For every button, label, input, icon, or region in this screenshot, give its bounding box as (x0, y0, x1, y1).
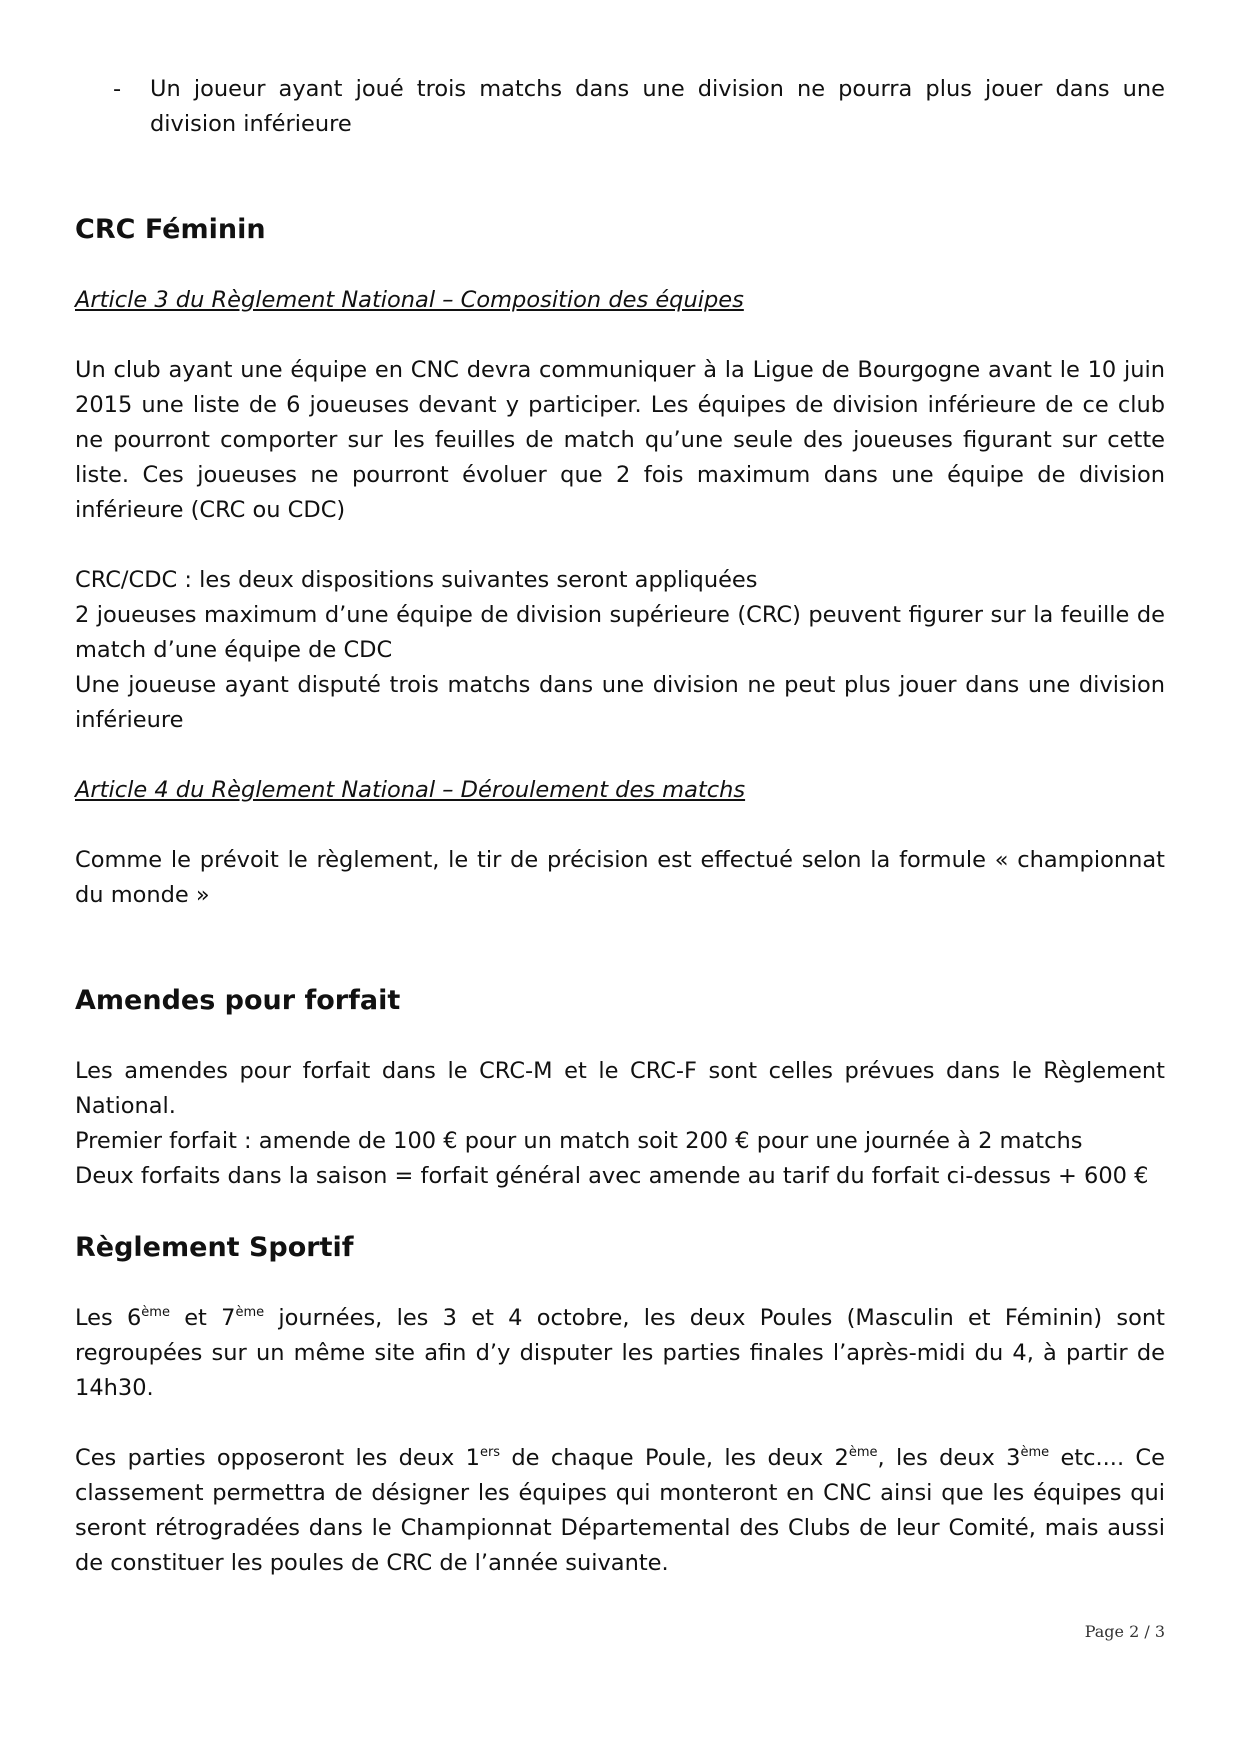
amendes-line-1: Les amendes pour forfait dans le CRC-M et le CRC-F sont celles prévues dans le Règlement National. (75, 1058, 1165, 1119)
reglement-sportif-paragraph-1: Les 6ème et 7ème journées, les 3 et 4 octobre, les deux Poules (Masculin et Féminin) sont regroupées sur un même site afin d’y disputer les parties finales l’après-midi du 4, à partir de 14h30. (75, 1305, 1165, 1401)
intro-bullet (113, 72, 1165, 142)
reglement-sportif-paragraph-2: Ces parties opposeront les deux 1ers de chaque Poule, les deux 2ème, les deux 3ème etc.... Ce classement permettra de désigner les équipes qui monteront en CNC ainsi que les équipes qui seront rétrogradées dans le Championnat Départemental des Clubs de leur Comité, mais aussi de constituer les poules de CRC de l’année suivante. (75, 1445, 1165, 1576)
article4-heading: Article 4 du Règlement National – Déroulement des matchs (75, 777, 746, 803)
amendes-line-3: Deux forfaits dans la saison = forfait général avec amende au tarif du forfait ci-dessus + 600 € (75, 1163, 1149, 1189)
crc-feminin-heading: CRC Féminin (75, 214, 266, 245)
crc-cdc-line-2: 2 joueuses maximum d’une équipe de division supérieure (CRC) peuvent figurer sur la feuille de match d’une équipe de CDC (75, 602, 1165, 663)
amendes-heading: Amendes pour forfait (75, 985, 401, 1016)
amendes-line-2: Premier forfait : amende de 100 € pour un match soit 200 € pour une journée à 2 matchs (75, 1128, 1083, 1154)
article3-heading: Article 3 du Règlement National – Composition des équipes (75, 287, 744, 313)
crc-cdc-line-3: Une joueuse ayant disputé trois matchs dans une division ne peut plus jouer dans une division inférieure (75, 672, 1165, 733)
reglement-sportif-heading: Règlement Sportif (75, 1232, 354, 1263)
article4-paragraph: Comme le prévoit le règlement, le tir de précision est effectué selon la formule « championnat du monde » (75, 847, 1165, 908)
bullet-dash: - (113, 76, 122, 102)
intro-bullet-text: Un joueur ayant joué trois matchs dans une division ne pourra plus jouer dans une division inférieure (150, 76, 1165, 137)
document-page (75, 72, 1165, 1581)
article3-paragraph: Un club ayant une équipe en CNC devra communiquer à la Ligue de Bourgogne avant le 10 juin 2015 une liste de 6 joueuses devant y participer. Les équipes de division inférieure de ce club ne pourront comporter sur les feuilles de match qu’une seule des joueuses figurant sur cette liste. Ces joueuses ne pourront évoluer que 2 fois maximum dans une équipe de division inférieure (CRC ou CDC) (75, 357, 1165, 523)
page-number: Page 2 / 3 (1084, 1622, 1165, 1641)
crc-cdc-line-1: CRC/CDC : les deux dispositions suivantes seront appliquées (75, 567, 758, 593)
